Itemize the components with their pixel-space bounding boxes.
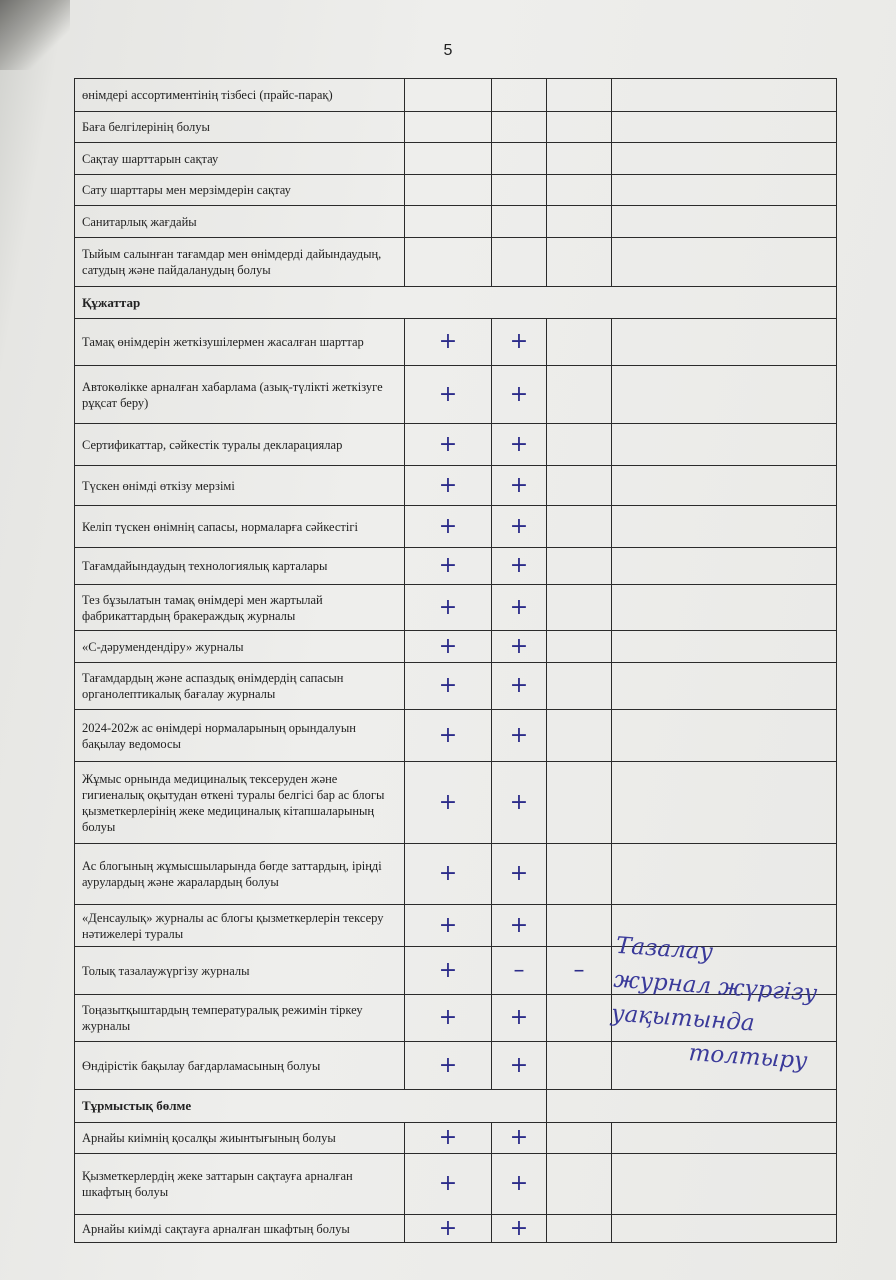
plus-mark: + (405, 548, 492, 585)
plus-mark: + (492, 844, 547, 905)
row-label: Өндірістік бақылау бағдарламасының болуы (75, 1042, 405, 1090)
row-label: 2024-202ж ас өнімдері нормаларының орындалуын бақылау ведомосы (75, 710, 405, 762)
row-label: Баға белгілерінің болуы (75, 112, 405, 143)
table-row (75, 1215, 837, 1243)
plus-mark: + (492, 663, 547, 710)
plus-mark: + (492, 548, 547, 585)
table-row (75, 585, 837, 631)
table-row (75, 710, 837, 762)
page-number: 5 (443, 42, 453, 59)
plus-mark: + (405, 1123, 492, 1154)
plus-mark: + (492, 319, 547, 366)
row-label: өнімдері ассортиментінің тізбесі (прайс-парақ) (75, 79, 405, 112)
plus-mark: + (492, 466, 547, 506)
plus-mark: + (405, 947, 492, 995)
section-heading: Құжаттар (75, 287, 837, 319)
table-row (75, 238, 837, 287)
plus-mark: + (405, 1154, 492, 1215)
table-row (75, 631, 837, 663)
dash-mark: – (547, 947, 612, 995)
table-row (75, 112, 837, 143)
table-row (75, 1123, 837, 1154)
plus-mark: + (405, 905, 492, 947)
plus-mark: + (492, 1042, 547, 1090)
plus-mark: + (492, 710, 547, 762)
dash-mark: – (492, 947, 547, 995)
table-row (75, 1154, 837, 1215)
table-row (75, 366, 837, 424)
plus-mark: + (492, 506, 547, 548)
row-label: Тағамдардың және аспаздық өнімдердің сапасын органолептикалық бағалау журналы (75, 663, 405, 710)
plus-mark: + (405, 844, 492, 905)
table-row (75, 844, 837, 905)
plus-mark: + (405, 424, 492, 466)
plus-mark: + (405, 506, 492, 548)
table-row (75, 663, 837, 710)
plus-mark: + (492, 905, 547, 947)
section-row (75, 1090, 837, 1123)
row-label: «С-дәрумендендіру» журналы (75, 631, 405, 663)
row-label: Жұмыс орнында медициналық тексеруден және гигиеналық оқытудан өткені туралы белгісі бар ас блогы қызметкерлерінің жеке медициналық кітапшаларының болуы (75, 762, 405, 844)
row-label: «Денсаулық» журналы ас блогы қызметкерлерін тексеру нәтижелері туралы (75, 905, 405, 947)
table-row (75, 175, 837, 206)
plus-mark: + (492, 1154, 547, 1215)
handwritten-line: уақытында (610, 1000, 756, 1037)
handwritten-line: толтыру (687, 1040, 809, 1075)
plus-mark: + (492, 366, 547, 424)
table-row (75, 762, 837, 844)
row-label: Келіп түскен өнімнің сапасы, нормаларға сәйкестігі (75, 506, 405, 548)
handwritten-note (607, 929, 886, 1087)
plus-mark: + (492, 585, 547, 631)
section-row (75, 287, 837, 319)
plus-mark: + (405, 663, 492, 710)
plus-mark: + (405, 585, 492, 631)
section-heading: Тұрмыстық бөлме (75, 1090, 547, 1123)
table-row (75, 143, 837, 175)
plus-mark: + (405, 995, 492, 1042)
row-label: Толық тазалаужүргізу журналы (75, 947, 405, 995)
row-label: Сақтау шарттарын сақтау (75, 143, 405, 175)
plus-mark: + (492, 1215, 547, 1243)
plus-mark: + (492, 424, 547, 466)
plus-mark: + (405, 1042, 492, 1090)
row-label: Автокөлікке арналған хабарлама (азық-түлікті жеткізуге рұқсат беру) (75, 366, 405, 424)
row-label: Тоңазытқыштардың температуралық режимін тіркеу журналы (75, 995, 405, 1042)
table-row (75, 548, 837, 585)
plus-mark: + (492, 1123, 547, 1154)
plus-mark: + (492, 995, 547, 1042)
table-row (75, 319, 837, 366)
row-label: Тыйым салынған тағамдар мен өнімдерді дайындаудың, сатудың және пайдаланудың болуы (75, 238, 405, 287)
row-label: Түскен өнімді өткізу мерзімі (75, 466, 405, 506)
row-label: Сату шарттары мен мерзімдерін сақтау (75, 175, 405, 206)
handwritten-line: журнал жүргізу (612, 966, 818, 1007)
row-label: Арнайы киімді сақтауға арналған шкафтың болуы (75, 1215, 405, 1243)
table-row (75, 206, 837, 238)
plus-mark: + (492, 762, 547, 844)
plus-mark: + (405, 631, 492, 663)
plus-mark: + (405, 710, 492, 762)
row-label: Сертификаттар, сәйкестік туралы декларациялар (75, 424, 405, 466)
plus-mark: + (405, 762, 492, 844)
table-row (75, 466, 837, 506)
table-row (75, 424, 837, 466)
handwritten-line: Тазалау (615, 932, 714, 966)
plus-mark: + (405, 366, 492, 424)
row-label: Ас блогының жұмысшыларында бөгде заттардың, іріңді аурулардың және жаралардың болуы (75, 844, 405, 905)
plus-mark: + (492, 631, 547, 663)
row-label: Тағамдайындаудың технологиялық карталары (75, 548, 405, 585)
row-label: Қызметкерлердің жеке заттарын сақтауға арналған шкафтың болуы (75, 1154, 405, 1215)
plus-mark: + (405, 1215, 492, 1243)
table-row (75, 506, 837, 548)
row-label: Тамақ өнімдерін жеткізушілермен жасалған шарттар (75, 319, 405, 366)
plus-mark: + (405, 319, 492, 366)
row-label: Тез бұзылатын тамақ өнімдері мен жартылай фабрикаттардың бракераждық журналы (75, 585, 405, 631)
plus-mark: + (405, 466, 492, 506)
row-label: Арнайы киімнің қосалқы жиынтығының болуы (75, 1123, 405, 1154)
row-label: Санитарлық жағдайы (75, 206, 405, 238)
table-row (75, 79, 837, 112)
